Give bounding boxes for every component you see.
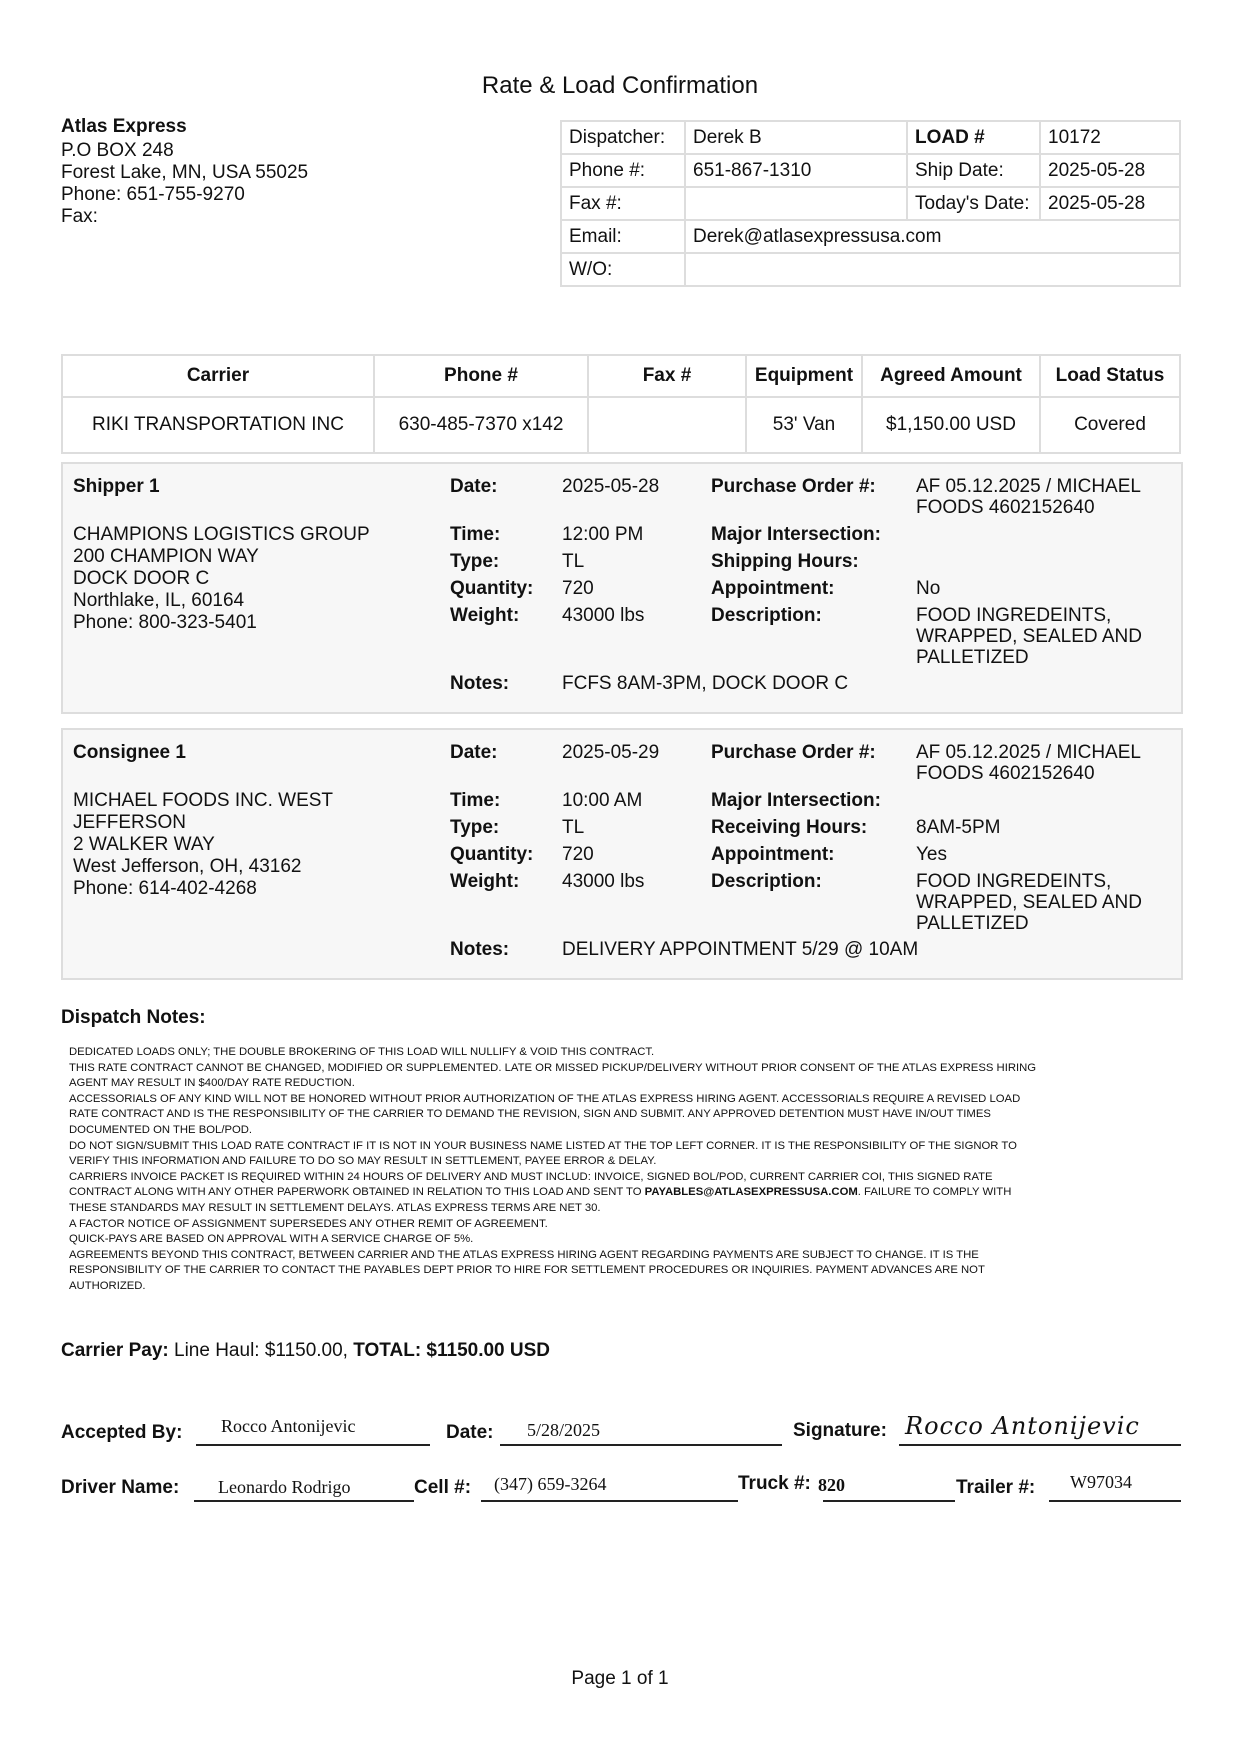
shipper-weight: 43000 lbs [562, 605, 645, 626]
email-value: Derek@atlasexpressusa.com [685, 220, 1180, 253]
carrier-amount: $1,150.00 USD [862, 397, 1040, 453]
cell-value: (347) 659-3264 [494, 1474, 607, 1494]
phone-label: Phone #: [561, 154, 685, 187]
dispatch-note-line: A FACTOR NOTICE OF ASSIGNMENT SUPERSEDES ANY OTHER REMIT OF AGREEMENT. [69, 1217, 548, 1230]
dispatch-info-table [560, 120, 1181, 287]
company-address-1: P.O BOX 248 [61, 140, 174, 161]
dispatch-note-line: THIS RATE CONTRACT CANNOT BE CHANGED, MODIFIED OR SUPPLEMENTED. LATE OR MISSED PICKUP/DELIVERY WITHOUT PRIOR CONSENT OF THE ATLAS EXPRESS HIRING [69, 1061, 1037, 1074]
signature-value: Rocco Antonijevic [905, 1412, 1140, 1440]
signature-label: Signature: [793, 1420, 887, 1441]
shipper-type-label: Type: [450, 551, 500, 572]
shipper-po [916, 476, 1141, 518]
equipment-header: Equipment [746, 355, 862, 397]
date-label: Date: [446, 1422, 494, 1443]
company-fax: Fax: [61, 206, 98, 227]
consignee-po-line1: AF 05.12.2025 / MICHAEL [916, 742, 1141, 763]
dispatch-note-line: AGREEMENTS BEYOND THIS CONTRACT, BETWEEN CARRIER AND THE ATLAS EXPRESS HIRING AGENT REGARDING PAYMENTS ARE SUBJECT TO CHANGE. IT IS THE [69, 1248, 979, 1261]
consignee-qty: 720 [562, 844, 594, 865]
fax-value [685, 187, 907, 220]
shipper-desc-label: Description: [711, 605, 822, 626]
carrier-phone: 630-485-7370 x142 [374, 397, 588, 453]
wo-label: W/O: [561, 253, 685, 286]
company-phone: Phone: 651-755-9270 [61, 184, 245, 205]
carrier-header: Carrier [62, 355, 374, 397]
consignee-hours-label: Receiving Hours: [711, 817, 868, 838]
pay-total: TOTAL: $1150.00 USD [353, 1340, 551, 1361]
consignee-type: TL [562, 817, 585, 838]
shipper-notes-label: Notes: [450, 673, 510, 694]
load-status-header: Load Status [1040, 355, 1180, 397]
consignee-notes: DELIVERY APPOINTMENT 5/29 @ 10AM [562, 939, 919, 960]
consignee-desc [916, 871, 1142, 934]
consignee-appt: Yes [916, 844, 947, 865]
shipper-desc-line3: PALLETIZED [916, 647, 1029, 668]
accepted-by-value: Rocco Antonijevic [221, 1416, 356, 1436]
dispatch-note-line: AGENT MAY RESULT IN $400/DAY RATE REDUCTION. [69, 1077, 355, 1090]
load-value: 10172 [1040, 121, 1180, 154]
dispatch-note-line: VERIFY THIS INFORMATION AND FAILURE TO DO SO MAY RESULT IN SETTLEMENT, PAYEE ERROR & DELAY. [69, 1155, 657, 1168]
dispatch-note-line: DEDICATED LOADS ONLY; THE DOUBLE BROKERING OF THIS LOAD WILL NULLIFY & VOID THIS CONTRACT. [69, 1046, 655, 1058]
shipper-qty-label: Quantity: [450, 578, 534, 599]
dispatcher-value: Derek B [685, 121, 907, 154]
shipper-qty: 720 [562, 578, 594, 599]
dispatch-note-line: DO NOT SIGN/SUBMIT THIS LOAD RATE CONTRACT IF IT IS NOT IN YOUR BUSINESS NAME LISTED AT THE TOP LEFT CORNER. IT IS THE RESPONSIBILITY OF THE SIGNOR TO [69, 1139, 1017, 1152]
shipper-date-label: Date: [450, 476, 498, 497]
consignee-city: West Jefferson, OH, 43162 [73, 856, 302, 877]
document-title: Rate & Load Confirmation [481, 72, 759, 99]
consignee-block [61, 728, 1183, 980]
shipper-type: TL [562, 551, 585, 572]
payables-email: PAYABLES@ATLASEXPRESSUSA.COM [644, 1186, 858, 1199]
consignee-desc-line2: WRAPPED, SEALED AND [916, 892, 1142, 913]
shipper-heading: Shipper 1 [73, 476, 160, 497]
consignee-date: 2025-05-29 [562, 742, 660, 763]
trailer-value: W97034 [1070, 1472, 1132, 1492]
consignee-po-line2: FOODS 4602152640 [916, 763, 1095, 784]
consignee-po-label: Purchase Order #: [711, 742, 876, 763]
shipper-time-label: Time: [450, 524, 501, 545]
consignee-addr1: 2 WALKER WAY [73, 834, 215, 855]
shipper-desc-line1: FOOD INGREDEINTS, [916, 605, 1112, 626]
carrier-table [61, 354, 1181, 454]
dispatch-note-line: CARRIERS INVOICE PACKET IS REQUIRED WITHIN 24 HOURS OF DELIVERY AND MUST INCLUD: INVOICE, SIGNED BOL/POD, CURRENT CARRIER COI, THIS SIGNED RATE [69, 1170, 993, 1183]
carrier-status: Covered [1040, 397, 1180, 453]
page-number: Page 1 of 1 [571, 1668, 669, 1689]
shipper-weight-label: Weight: [450, 605, 520, 626]
accepted-by-label: Accepted By: [61, 1422, 183, 1443]
dispatch-notes-title: Dispatch Notes: [61, 1007, 206, 1028]
dispatch-note-line: AUTHORIZED. [69, 1279, 146, 1292]
shipper-po-line1: AF 05.12.2025 / MICHAEL [916, 476, 1141, 497]
consignee-notes-label: Notes: [450, 939, 510, 960]
dispatch-note-line: RATE CONTRACT AND IS THE RESPONSIBILITY OF THE CARRIER TO DEMAND THE REVISION, SIGN AND SUBMIT. ANY APPROVED DETENTION MUST HAVE IN/OUT TIMES [69, 1108, 991, 1121]
fax-header: Fax # [588, 355, 746, 397]
carrier-header-row [62, 355, 1180, 397]
contract-line-text: CONTRACT ALONG WITH ANY OTHER PAPERWORK OBTAINED IN RELATION TO THIS LOAD AND SENT TO [69, 1186, 645, 1199]
shipper-desc-line2: WRAPPED, SEALED AND [916, 626, 1142, 647]
dispatch-note-contract-line [69, 1185, 1149, 1201]
shipper-hours-label: Shipping Hours: [711, 551, 859, 572]
consignee-type-label: Type: [450, 817, 500, 838]
consignee-heading: Consignee 1 [73, 742, 186, 763]
shipper-phone: Phone: 800-323-5401 [73, 612, 257, 633]
carrier-row [62, 397, 1180, 453]
consignee-name1: MICHAEL FOODS INC. WEST [73, 790, 334, 811]
line-haul: Line Haul: $1150.00, [168, 1340, 354, 1361]
shipper-addr1: 200 CHAMPION WAY [73, 546, 259, 567]
todays-date-value: 2025-05-28 [1040, 187, 1180, 220]
carrier-fax [588, 397, 746, 453]
company-address-2: Forest Lake, MN, USA 55025 [61, 162, 309, 183]
carrier-equipment: 53' Van [746, 397, 862, 453]
shipper-intersection-label: Major Intersection: [711, 524, 881, 545]
shipper-appt: No [916, 578, 941, 599]
dispatch-note-line: RESPONSIBILITY OF THE CARRIER TO CONTACT THE PAYABLES DEPT PRIOR TO HIRE FOR SETTLEMENT PROCEDURES OR INQUIRIES. PAYMENT ADVANCES ARE NOT [69, 1264, 985, 1277]
agreed-amount-header: Agreed Amount [862, 355, 1040, 397]
shipper-notes: FCFS 8AM-3PM, DOCK DOOR C [562, 673, 849, 694]
consignee-desc-line3: PALLETIZED [916, 913, 1029, 934]
shipper-name: CHAMPIONS LOGISTICS GROUP [73, 524, 370, 545]
shipper-address [73, 524, 370, 634]
driver-name-label: Driver Name: [61, 1477, 180, 1498]
consignee-name2: JEFFERSON [73, 812, 186, 833]
shipper-addr2: DOCK DOOR C [73, 568, 210, 589]
company-name: Atlas Express [61, 116, 187, 137]
ship-date-label: Ship Date: [907, 154, 1040, 187]
fax-label: Fax #: [561, 187, 685, 220]
ship-date-value: 2025-05-28 [1040, 154, 1180, 187]
date-value: 5/28/2025 [527, 1420, 601, 1440]
phone-header: Phone # [374, 355, 588, 397]
shipper-date: 2025-05-28 [562, 476, 660, 497]
consignee-weight: 43000 lbs [562, 871, 645, 892]
consignee-time-label: Time: [450, 790, 501, 811]
consignee-hours: 8AM-5PM [916, 817, 1001, 838]
shipper-desc [916, 605, 1142, 668]
consignee-qty-label: Quantity: [450, 844, 534, 865]
carrier-pay [61, 1340, 550, 1362]
carrier-name: RIKI TRANSPORTATION INC [62, 397, 374, 453]
consignee-intersection-label: Major Intersection: [711, 790, 881, 811]
phone-value: 651-867-1310 [685, 154, 907, 187]
consignee-time: 10:00 AM [562, 790, 643, 811]
truck-value: 820 [818, 1475, 845, 1495]
todays-date-label: Today's Date: [907, 187, 1040, 220]
dispatch-note-line: ACCESSORIALS OF ANY KIND WILL NOT BE HONORED WITHOUT PRIOR AUTHORIZATION OF THE ATLAS EXPRESS HIRING AGENT. ACCESSORIALS REQUIRE A REVISED LOAD [69, 1092, 1021, 1105]
dispatch-notes-text [69, 1045, 1149, 1295]
wo-value [685, 253, 1180, 286]
consignee-phone: Phone: 614-402-4268 [73, 878, 257, 899]
shipper-po-label: Purchase Order #: [711, 476, 876, 497]
shipper-appt-label: Appointment: [711, 578, 835, 599]
dispatch-note-line: QUICK-PAYS ARE BASED ON APPROVAL WITH A SERVICE CHARGE OF 5%. [69, 1233, 474, 1246]
consignee-desc-label: Description: [711, 871, 822, 892]
shipper-block [61, 462, 1183, 714]
shipper-city: Northlake, IL, 60164 [73, 590, 245, 611]
truck-label: Truck #: [738, 1473, 811, 1494]
consignee-address [73, 790, 333, 900]
load-label: LOAD # [907, 121, 1040, 154]
dispatch-note-line: DOCUMENTED ON THE BOL/POD. [69, 1123, 253, 1136]
cell-label: Cell #: [414, 1477, 472, 1498]
consignee-appt-label: Appointment: [711, 844, 835, 865]
consignee-weight-label: Weight: [450, 871, 520, 892]
shipper-time: 12:00 PM [562, 524, 644, 545]
dispatch-note-line: THESE STANDARDS MAY RESULT IN SETTLEMENT DELAYS. ATLAS EXPRESS TERMS ARE NET 30. [69, 1201, 601, 1214]
carrier-pay-label: Carrier Pay: [61, 1340, 169, 1361]
shipper-po-line2: FOODS 4602152640 [916, 497, 1095, 518]
contract-line-end: . FAILURE TO COMPLY WITH [857, 1186, 1012, 1199]
company-block [61, 116, 308, 228]
consignee-po [916, 742, 1141, 784]
driver-name-value: Leonardo Rodrigo [218, 1477, 351, 1497]
trailer-label: Trailer #: [956, 1477, 1036, 1498]
consignee-desc-line1: FOOD INGREDEINTS, [916, 871, 1112, 892]
email-label: Email: [561, 220, 685, 253]
dispatcher-label: Dispatcher: [561, 121, 685, 154]
consignee-date-label: Date: [450, 742, 498, 763]
